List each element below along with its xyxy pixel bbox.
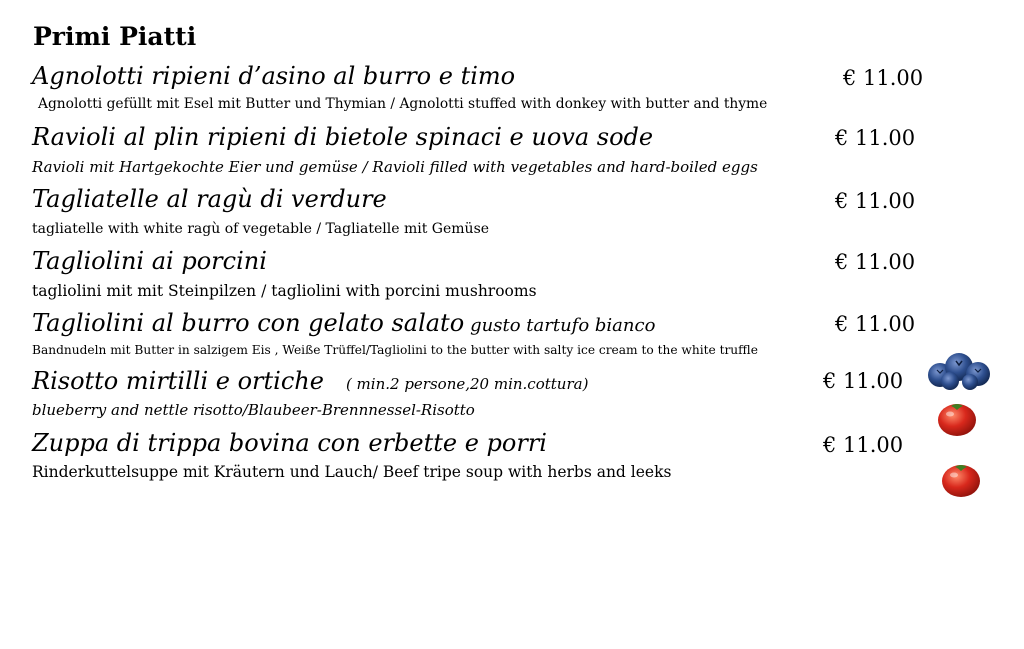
dish-price: € 11.00 bbox=[843, 66, 924, 90]
dish-description: Ravioli mit Hartgekochte Eier und gemüse / Ravioli filled with vegetables and hard-boiled eggs bbox=[32, 158, 758, 176]
dish-name: Tagliolini ai porcini bbox=[32, 247, 267, 275]
dish-description: Bandnudeln mit Butter in salzigem Eis , Weiße Trüffel/Tagliolini to the butter with salty ice cream to the white truffle bbox=[32, 343, 758, 357]
dish-description: tagliatelle with white ragù of vegetable / Tagliatelle mit Gemüse bbox=[32, 221, 490, 237]
blueberries-icon bbox=[926, 347, 992, 391]
dish-name: Zuppa di trippa bovina con erbette e porri bbox=[32, 429, 547, 457]
dish-name: Ravioli al plin ripieni di bietole spinaci e uova sode bbox=[32, 123, 654, 151]
tomato-icon bbox=[935, 398, 979, 438]
dish-price: € 11.00 bbox=[823, 369, 904, 393]
dish-note: gusto tartufo bianco bbox=[470, 315, 656, 336]
dish-name: Agnolotti ripieni d’asino al burro e timo bbox=[32, 62, 516, 90]
dish-name: Tagliatelle al ragù di verdure bbox=[32, 185, 387, 213]
tomato-icon bbox=[939, 459, 983, 499]
dish-price: € 11.00 bbox=[835, 250, 916, 274]
dish-note: ( min.2 persone,20 min.cottura) bbox=[345, 375, 589, 393]
dish-name: Tagliolini al burro con gelato salato gusto tartufo bianco bbox=[32, 309, 656, 337]
dish-description: tagliolini mit mit Steinpilzen / tagliolini with porcini mushrooms bbox=[32, 282, 537, 300]
dish-price: € 11.00 bbox=[823, 433, 904, 457]
dish-price: € 11.00 bbox=[835, 126, 916, 150]
dish-price: € 11.00 bbox=[835, 312, 916, 336]
dish-description: Agnolotti gefüllt mit Esel mit Butter und Thymian / Agnolotti stuffed with donkey with butter and thyme bbox=[38, 96, 768, 112]
dish-name: Risotto mirtilli e ortiche ( min.2 persone,20 min.cottura) bbox=[32, 367, 589, 395]
dish-description: Rinderkuttelsuppe mit Kräutern und Lauch/ Beef tripe soup with herbs and leeks bbox=[32, 463, 672, 481]
dish-price: € 11.00 bbox=[835, 189, 916, 213]
section-title: Primi Piatti bbox=[33, 22, 197, 51]
dish-description: blueberry and nettle risotto/Blaubeer-Brennnessel-Risotto bbox=[32, 401, 475, 419]
